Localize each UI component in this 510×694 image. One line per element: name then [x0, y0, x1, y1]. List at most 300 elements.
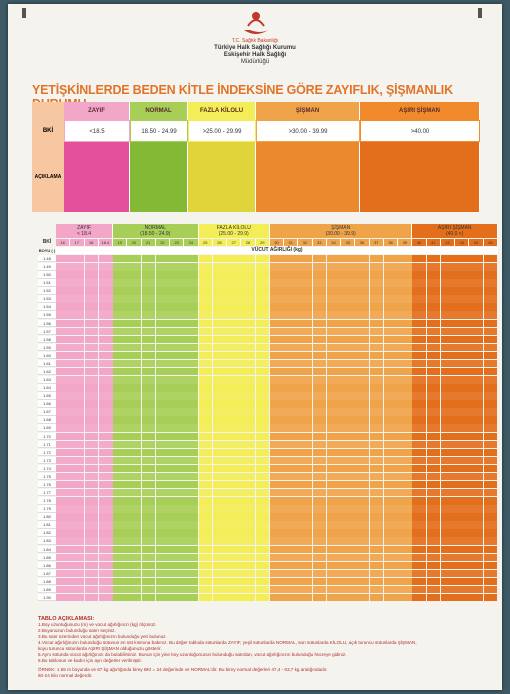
- table-cell: [313, 554, 327, 561]
- table-cell: [56, 328, 70, 335]
- table-cell: [298, 594, 312, 601]
- table-cell: [184, 562, 198, 569]
- table-cell: [313, 457, 327, 464]
- table-cell: [170, 287, 184, 294]
- table-row: [56, 465, 498, 472]
- table-cell: [99, 505, 113, 512]
- table-cell: [156, 328, 170, 335]
- table-cell: [370, 481, 384, 488]
- table-cell: [427, 311, 441, 318]
- table-cell: [127, 271, 141, 278]
- table-cell: [113, 287, 127, 294]
- table-cell: [270, 424, 284, 431]
- table-cell: [469, 465, 483, 472]
- table-cell: [113, 505, 127, 512]
- table-cell: [241, 537, 255, 544]
- height-row-label: 1.62: [38, 368, 56, 375]
- table-cell: [327, 311, 341, 318]
- table-cell: [412, 336, 426, 343]
- table-cell: [184, 441, 198, 448]
- table-cell: [85, 392, 99, 399]
- table-cell: [384, 360, 398, 367]
- table-cell: [99, 489, 113, 496]
- table-cell: [142, 279, 156, 286]
- table-cell: [156, 408, 170, 415]
- table-cell: [455, 344, 469, 351]
- bmi-column-header: 39: [398, 239, 412, 246]
- table-cell: [270, 465, 284, 472]
- table-cell: [455, 392, 469, 399]
- table-cell: [284, 554, 298, 561]
- table-cell: [127, 473, 141, 480]
- table-cell: [284, 320, 298, 327]
- legend-line: 3.Bu satır üzerinden vücut ağırlığınızın bulunduğu yeri bulunuz.: [38, 634, 167, 639]
- table-cell: [127, 392, 141, 399]
- table-cell: [298, 505, 312, 512]
- table-cell: [170, 473, 184, 480]
- table-cell: [170, 384, 184, 391]
- table-cell: [355, 263, 369, 270]
- table-cell: [241, 505, 255, 512]
- table-cell: [298, 465, 312, 472]
- table-row: [56, 303, 498, 310]
- table-cell: [270, 271, 284, 278]
- table-cell: [355, 336, 369, 343]
- bmi-column-header: 17: [70, 239, 84, 246]
- table-cell: [127, 433, 141, 440]
- table-cell: [270, 368, 284, 375]
- table-cell: [327, 529, 341, 536]
- table-cell: [284, 303, 298, 310]
- table-cell: [99, 344, 113, 351]
- table-cell: [184, 433, 198, 440]
- org-line: Türkiye Halk Sağlığı Kurumu: [214, 45, 296, 51]
- table-row: [56, 441, 498, 448]
- table-cell: [441, 424, 455, 431]
- table-cell: [213, 368, 227, 375]
- table-cell: [241, 384, 255, 391]
- table-cell: [355, 441, 369, 448]
- table-cell: [227, 311, 241, 318]
- table-cell: [113, 320, 127, 327]
- table-cell: [213, 441, 227, 448]
- table-cell: [298, 360, 312, 367]
- table-cell: [213, 352, 227, 359]
- table-cell: [313, 344, 327, 351]
- table-cell: [142, 465, 156, 472]
- table-cell: [370, 594, 384, 601]
- table-cell: [256, 554, 270, 561]
- table-cell: [127, 594, 141, 601]
- table-cell: [412, 287, 426, 294]
- table-cell: [284, 465, 298, 472]
- table-cell: [327, 424, 341, 431]
- category-range: >40.00: [360, 120, 480, 142]
- table-cell: [142, 521, 156, 528]
- table-cell: [113, 529, 127, 536]
- table-cell: [298, 433, 312, 440]
- table-cell: [56, 376, 70, 383]
- table-cell: [327, 505, 341, 512]
- table-cell: [284, 537, 298, 544]
- table-cell: [355, 311, 369, 318]
- table-cell: [355, 328, 369, 335]
- table-cell: [142, 562, 156, 569]
- table-cell: [384, 562, 398, 569]
- table-cell: [170, 320, 184, 327]
- table-cell: [142, 570, 156, 577]
- table-cell: [341, 255, 355, 262]
- table-cell: [484, 481, 498, 488]
- legend-line: 4.Vücut ağırlığınızın bulunduğu sütunun en üst kısmına bakınız. Bu değer tabloda sütunlarda ZAYIF, yeşil sütunlarda NORMAL, sarı sütunlarda KİLOLU, açık turuncu sütunlarda ŞİŞMAN,: [38, 640, 417, 645]
- table-cell: [313, 424, 327, 431]
- table-cell: [199, 457, 213, 464]
- table-cell: [85, 311, 99, 318]
- table-cell: [184, 279, 198, 286]
- table-cell: [427, 457, 441, 464]
- table-cell: [455, 416, 469, 423]
- table-cell: [199, 433, 213, 440]
- table-cell: [455, 578, 469, 585]
- table-cell: [70, 255, 84, 262]
- table-cell: [241, 344, 255, 351]
- bmi-column-header: 41: [427, 239, 441, 246]
- table-cell: [227, 562, 241, 569]
- table-cell: [355, 344, 369, 351]
- table-cell: [427, 255, 441, 262]
- table-cell: [341, 505, 355, 512]
- table-cell: [384, 336, 398, 343]
- table-cell: [427, 368, 441, 375]
- table-cell: [270, 433, 284, 440]
- table-cell: [241, 295, 255, 302]
- table-cell: [142, 554, 156, 561]
- table-cell: [441, 513, 455, 520]
- height-row-label: 1.90: [38, 594, 56, 601]
- table-cell: [199, 320, 213, 327]
- height-row-label: 1.82: [38, 529, 56, 536]
- table-cell: [241, 416, 255, 423]
- table-cell: [70, 497, 84, 504]
- bmi-column-header: 21: [142, 239, 156, 246]
- table-cell: [241, 320, 255, 327]
- table-cell: [427, 320, 441, 327]
- table-cell: [99, 287, 113, 294]
- table-cell: [469, 400, 483, 407]
- table-cell: [56, 578, 70, 585]
- table-row: [56, 287, 498, 294]
- table-cell: [199, 303, 213, 310]
- table-cell: [241, 255, 255, 262]
- table-cell: [341, 594, 355, 601]
- table-cell: [170, 376, 184, 383]
- table-cell: [213, 546, 227, 553]
- table-cell: [99, 328, 113, 335]
- table-cell: [127, 586, 141, 593]
- table-cell: [384, 303, 398, 310]
- table-row: [56, 376, 498, 383]
- table-cell: [384, 537, 398, 544]
- table-cell: [170, 537, 184, 544]
- table-cell: [70, 416, 84, 423]
- height-row-label: 1.48: [38, 255, 56, 262]
- height-row-label: 1.61: [38, 360, 56, 367]
- table-cell: [142, 344, 156, 351]
- table-cell: [427, 295, 441, 302]
- height-row-label: 1.52: [38, 287, 56, 294]
- table-cell: [441, 505, 455, 512]
- table-row: [56, 344, 498, 351]
- table-cell: [85, 287, 99, 294]
- table-cell: [99, 416, 113, 423]
- table-cell: [427, 392, 441, 399]
- table-cell: [469, 433, 483, 440]
- table-cell: [270, 481, 284, 488]
- table-cell: [85, 473, 99, 480]
- table-cell: [398, 255, 412, 262]
- table-cell: [313, 320, 327, 327]
- height-row-label: 1.81: [38, 521, 56, 528]
- table-cell: [298, 424, 312, 431]
- legend-line: 1.Boy uzunluğunuzu (m) ve vücut ağırlığınızı (kg) ölçünüz.: [38, 622, 157, 627]
- table-cell: [341, 384, 355, 391]
- table-cell: [70, 578, 84, 585]
- table-cell: [113, 279, 127, 286]
- table-cell: [227, 392, 241, 399]
- table-cell: [199, 352, 213, 359]
- table-cell: [270, 457, 284, 464]
- table-cell: [469, 546, 483, 553]
- table-cell: [469, 271, 483, 278]
- height-row-label: 1.84: [38, 546, 56, 553]
- table-cell: [256, 360, 270, 367]
- table-cell: [455, 400, 469, 407]
- table-cell: [256, 570, 270, 577]
- table-cell: [85, 441, 99, 448]
- table-row: [56, 311, 498, 318]
- table-cell: [213, 554, 227, 561]
- table-cell: [469, 457, 483, 464]
- table-cell: [327, 465, 341, 472]
- table-cell: [327, 521, 341, 528]
- table-cell: [70, 433, 84, 440]
- table-cell: [241, 400, 255, 407]
- table-cell: [227, 497, 241, 504]
- table-cell: [184, 287, 198, 294]
- table-cell: [384, 400, 398, 407]
- table-cell: [170, 562, 184, 569]
- table-cell: [384, 594, 398, 601]
- table-cell: [213, 562, 227, 569]
- table-cell: [341, 263, 355, 270]
- table-cell: [184, 457, 198, 464]
- bmi-column-header: 37: [370, 239, 384, 246]
- table-cell: [56, 384, 70, 391]
- table-cell: [227, 328, 241, 335]
- table-cell: [241, 473, 255, 480]
- table-cell: [427, 376, 441, 383]
- table-cell: [213, 400, 227, 407]
- table-cell: [370, 465, 384, 472]
- table-cell: [284, 449, 298, 456]
- height-row-label: 1.66: [38, 400, 56, 407]
- table-cell: [213, 344, 227, 351]
- table-cell: [127, 554, 141, 561]
- weight-axis-label: VÜCUT AĞIRLIĞI (kg): [56, 247, 498, 254]
- table-cell: [370, 416, 384, 423]
- table-cell: [256, 586, 270, 593]
- table-cell: [170, 586, 184, 593]
- table-cell: [56, 594, 70, 601]
- table-cell: [341, 513, 355, 520]
- table-cell: [184, 368, 198, 375]
- table-cell: [284, 457, 298, 464]
- table-cell: [241, 497, 255, 504]
- table-cell: [156, 449, 170, 456]
- table-cell: [241, 376, 255, 383]
- table-cell: [142, 537, 156, 544]
- table-cell: [142, 320, 156, 327]
- table-cell: [441, 263, 455, 270]
- table-cell: [412, 408, 426, 415]
- height-row-label: 1.85: [38, 554, 56, 561]
- table-cell: [327, 368, 341, 375]
- table-cell: [199, 287, 213, 294]
- table-cell: [170, 570, 184, 577]
- group-range: < 18.4: [76, 231, 92, 237]
- table-cell: [227, 465, 241, 472]
- height-row-label: 1.89: [38, 586, 56, 593]
- table-cell: [56, 473, 70, 480]
- table-cell: [370, 586, 384, 593]
- table-cell: [427, 562, 441, 569]
- table-cell: [469, 376, 483, 383]
- table-cell: [370, 433, 384, 440]
- table-cell: [113, 311, 127, 318]
- table-cell: [327, 481, 341, 488]
- table-cell: [484, 271, 498, 278]
- table-cell: [56, 287, 70, 294]
- table-cell: [412, 360, 426, 367]
- table-cell: [412, 481, 426, 488]
- table-cell: [355, 255, 369, 262]
- table-cell: [455, 336, 469, 343]
- table-cell: [156, 562, 170, 569]
- org-line: Eskişehir Halk Sağlığı: [223, 52, 287, 58]
- table-cell: [298, 570, 312, 577]
- table-cell: [142, 546, 156, 553]
- table-cell: [170, 489, 184, 496]
- table-cell: [199, 562, 213, 569]
- table-cell: [441, 578, 455, 585]
- table-cell: [398, 392, 412, 399]
- table-cell: [384, 554, 398, 561]
- table-cell: [56, 529, 70, 536]
- table-cell: [56, 586, 70, 593]
- table-cell: [213, 320, 227, 327]
- table-row: [56, 570, 498, 577]
- table-cell: [184, 570, 198, 577]
- table-cell: [184, 271, 198, 278]
- table-cell: [99, 570, 113, 577]
- group-header: [199, 224, 270, 238]
- table-cell: [341, 562, 355, 569]
- table-cell: [384, 489, 398, 496]
- table-cell: [213, 513, 227, 520]
- table-cell: [370, 554, 384, 561]
- table-cell: [327, 400, 341, 407]
- table-cell: [341, 529, 355, 536]
- table-cell: [142, 578, 156, 585]
- category-name: ŞİŞMAN: [256, 102, 360, 120]
- table-cell: [327, 586, 341, 593]
- height-row-label: 1.72: [38, 449, 56, 456]
- table-cell: [427, 521, 441, 528]
- table-cell: [56, 465, 70, 472]
- table-cell: [284, 578, 298, 585]
- table-cell: [370, 408, 384, 415]
- table-cell: [284, 416, 298, 423]
- table-cell: [284, 328, 298, 335]
- table-cell: [127, 311, 141, 318]
- table-cell: [199, 360, 213, 367]
- table-cell: [398, 360, 412, 367]
- table-cell: [256, 481, 270, 488]
- table-cell: [256, 424, 270, 431]
- table-cell: [313, 287, 327, 294]
- category-name: ZAYIF: [64, 102, 130, 120]
- table-cell: [156, 392, 170, 399]
- table-cell: [384, 320, 398, 327]
- table-cell: [298, 376, 312, 383]
- table-cell: [213, 570, 227, 577]
- table-cell: [398, 263, 412, 270]
- table-cell: [270, 320, 284, 327]
- table-cell: [184, 521, 198, 528]
- table-cell: [227, 303, 241, 310]
- table-cell: [156, 424, 170, 431]
- table-cell: [441, 295, 455, 302]
- table-cell: [256, 416, 270, 423]
- table-cell: [70, 546, 84, 553]
- table-cell: [241, 368, 255, 375]
- table-cell: [241, 578, 255, 585]
- table-cell: [398, 295, 412, 302]
- table-cell: [256, 578, 270, 585]
- table-cell: [56, 505, 70, 512]
- table-cell: [412, 352, 426, 359]
- category-description-block: [360, 142, 480, 212]
- table-row: [56, 562, 498, 569]
- table-cell: [341, 570, 355, 577]
- table-cell: [156, 263, 170, 270]
- table-cell: [227, 481, 241, 488]
- table-cell: [99, 433, 113, 440]
- table-cell: [441, 360, 455, 367]
- table-cell: [241, 424, 255, 431]
- table-cell: [184, 295, 198, 302]
- table-cell: [455, 320, 469, 327]
- table-cell: [284, 594, 298, 601]
- table-cell: [99, 513, 113, 520]
- table-cell: [284, 255, 298, 262]
- table-cell: [99, 465, 113, 472]
- table-cell: [70, 441, 84, 448]
- table-cell: [70, 392, 84, 399]
- table-cell: [370, 537, 384, 544]
- bmi-column-header: 36: [355, 239, 369, 246]
- group-range: (30.00 - 39.9): [325, 231, 356, 237]
